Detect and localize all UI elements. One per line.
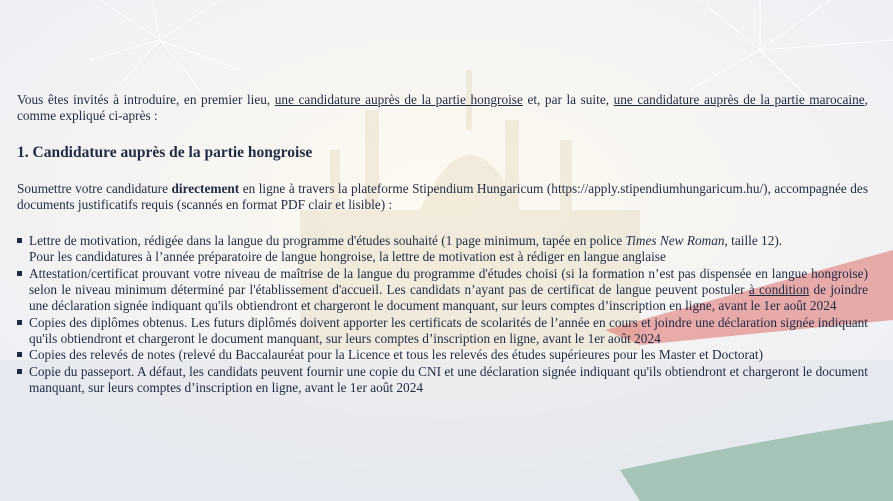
list-item-text: , taille 12).	[724, 233, 783, 249]
intro-text: et, par la suite,	[522, 92, 614, 107]
bullet-icon	[17, 352, 22, 357]
list-item	[17, 315, 868, 348]
bullet-icon	[17, 238, 22, 243]
section-heading	[17, 144, 868, 162]
list-item-text: de joindre une déclaration signée indiquant qu'ils obtiendront et chargeront le document manquant, sur leurs comptes d’inscription en ligne, avant le 1er août 2024	[29, 282, 868, 314]
moroccan-application-link[interactable]: une candidature auprès de la partie marocaine	[613, 92, 865, 107]
list-item-text: Copies des relevés de notes (relevé du Baccalauréat pour la Licence et tous les relevés des études supérieures pour les Master et Doctorat)	[29, 347, 763, 363]
list-item	[17, 233, 868, 266]
intro-paragraph	[17, 92, 868, 125]
list-item	[17, 266, 868, 315]
instructions-paragraph	[17, 181, 868, 214]
bullet-icon	[17, 369, 22, 374]
condition-link[interactable]: à condition	[748, 282, 810, 298]
instructions-bold: directement	[171, 180, 240, 196]
hungarian-application-link[interactable]: une candidature auprès de la partie hongroise	[274, 92, 523, 107]
bullet-icon	[17, 320, 22, 325]
instructions-text: en ligne à travers la plateforme Stipendium Hungaricum (https://apply.stipendiumhungaricum.hu/), accompagnée des documents justificatifs requis (scannés en format PDF clair et lisible) :	[17, 180, 868, 212]
list-item	[17, 347, 868, 363]
section-number: 1.	[17, 143, 29, 161]
list-item-text: Copie du passeport. A défaut, les candidats peuvent fournir une copie du CNI et une déclaration signée indiquant qu'ils obtiendront et chargeront le document manquant, sur leurs comptes d’inscription en ligne, avant le 1er août 2024	[29, 363, 868, 395]
bullet-icon	[17, 271, 22, 276]
section-title: Candidature auprès de la partie hongroise	[32, 143, 313, 161]
list-item-subtext: Pour les candidatures à l’année préparatoire de langue hongroise, la lettre de motivation est à rédiger en langue anglaise	[29, 249, 666, 265]
instructions-text: Soumettre votre candidature	[17, 180, 172, 196]
list-item	[17, 364, 868, 397]
intro-text: , comme expliqué ci-après :	[17, 92, 868, 124]
list-item-text: Lettre de motivation, rédigée dans la langue du programme d'études souhaité (1 page minimum, tapée en police	[29, 233, 626, 249]
intro-text: Vous êtes invités à introduire, en premier lieu,	[17, 92, 275, 107]
documents-list	[17, 233, 868, 396]
list-item-text: Copies des diplômes obtenus. Les futurs diplômés doivent apporter les certificats de scolarités de l’année en cours et joindre une déclaration signée indiquant qu'ils obtiendront et chargeront le document manquant, sur leurs comptes d’inscription en ligne, avant le 1er août 2024	[29, 314, 868, 346]
document-body	[17, 92, 868, 396]
list-item-text: Attestation/certificat prouvant votre niveau de maîtrise de la langue du programme d'études choisi (si la formation n’est pas dispensée en langue hongroise) selon le niveau minimum déterminé par l'établissement d'accueil. Les candidats n’ayant pas de certificat de langue peuvent postuler	[29, 265, 868, 298]
font-name: Times New Roman	[625, 233, 725, 249]
